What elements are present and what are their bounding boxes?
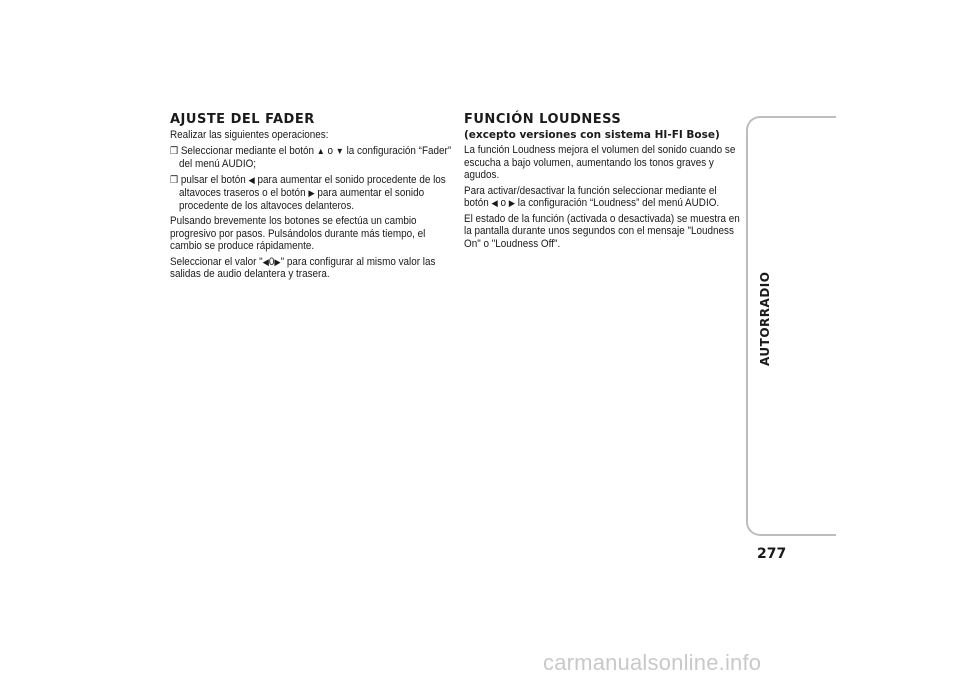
loudness-paragraph: La función Loudness mejora el volumen del sonido cuando se escucha a bajo volumen, aumentando los tonos graves y agudos. — [464, 144, 736, 181]
left-column — [170, 112, 452, 284]
checkbox-bullet-icon: ❒ — [170, 174, 179, 186]
watermark: carmanualsonline.info — [543, 650, 762, 675]
step-text: pulsar el botón — [180, 173, 249, 186]
step-text: o — [324, 144, 336, 157]
list-item — [170, 174, 457, 213]
fader-heading: AJUSTE DEL FADER — [170, 112, 315, 127]
fader-paragraph — [170, 256, 448, 281]
arrow-right-icon: ▶ — [508, 198, 516, 208]
arrow-left-icon: ◀ — [262, 256, 269, 267]
fader-intro: Realizar las siguientes operaciones: — [170, 129, 329, 141]
para-text: " para configurar al mismo valor las salidas de audio delantera y trasera. — [170, 255, 436, 280]
section-label: AUTORRADIO — [758, 271, 772, 366]
para-text: o — [497, 197, 509, 209]
loudness-subheading: (excepto versiones con sistema HI-FI Bose) — [464, 129, 720, 141]
loudness-paragraph: El estado de la función (activada o desactivada) se muestra en la pantalla durante unos segundos con el mensaje "Loudness On" o "Loudness Off". — [464, 212, 740, 250]
page-number: 277 — [757, 546, 787, 562]
step-text: Seleccionar mediante el botón — [180, 144, 317, 157]
list-item — [170, 145, 457, 171]
arrow-right-icon: ▶ — [308, 188, 315, 198]
arrow-down-icon: ▼ — [335, 145, 344, 156]
checkbox-bullet-icon: ❒ — [170, 145, 179, 157]
fader-steps-list — [170, 144, 452, 213]
step-text: para aumentar el sonido procedente de los altavoces traseros o el botón — [179, 173, 446, 199]
step-text: la configuración “Fader” del menú AUDIO; — [179, 144, 452, 170]
fader-paragraph: Pulsando brevemente los botones se efectúa un cambio progresivo por pasos. Pulsándolos durante más tiempo, el cambio se produce rápidamente. — [170, 215, 426, 252]
arrow-left-icon: ◀ — [491, 198, 498, 208]
arrow-left-icon: ◀ — [248, 174, 255, 185]
step-text: para aumentar el sonido procedente de los altavoces delanteros. — [179, 187, 425, 212]
para-text: la configuración “Loudness” del menú AUDIO. — [515, 197, 720, 209]
right-column — [464, 113, 742, 253]
arrow-right-icon: ▶ — [274, 256, 281, 267]
loudness-paragraph — [464, 185, 742, 210]
arrow-up-icon: ▲ — [316, 145, 325, 156]
para-text: Seleccionar el valor " — [170, 255, 263, 268]
zero-value: 0 — [268, 255, 275, 268]
para-text: Para activar/desactivar la función seleccionar mediante el botón — [464, 184, 717, 209]
loudness-heading: FUNCIÓN LOUDNESS — [464, 112, 622, 127]
